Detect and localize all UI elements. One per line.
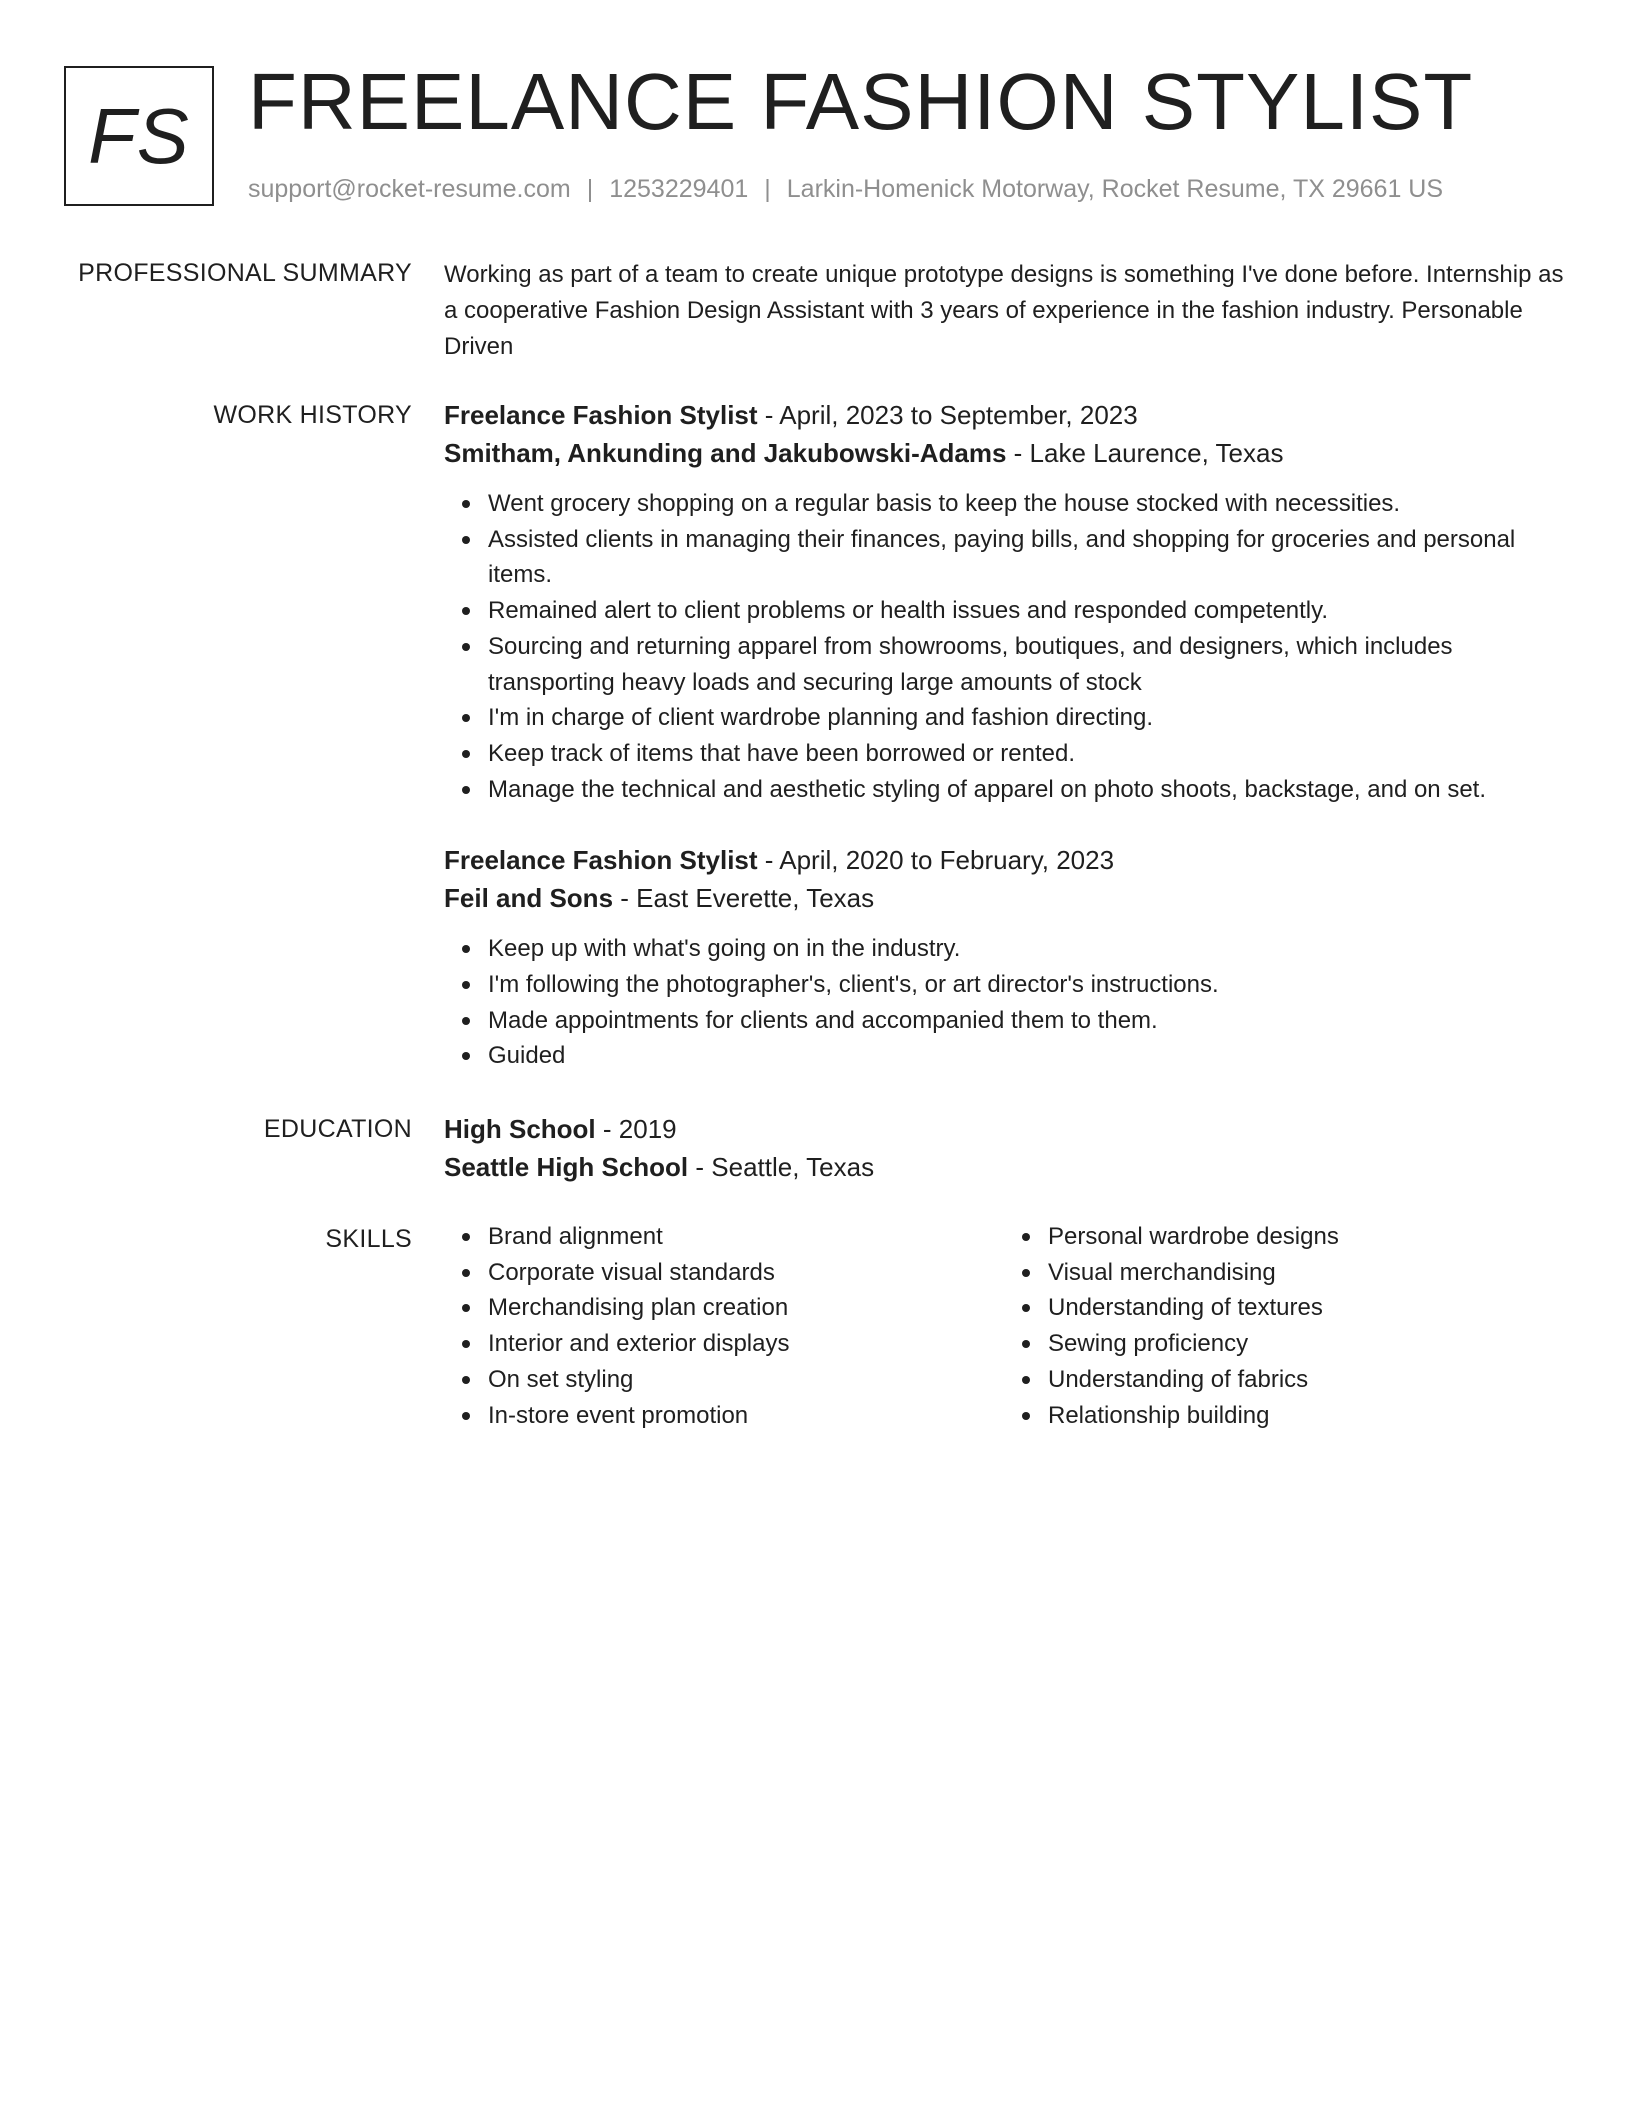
list-item: Keep up with what's going on in the industry. bbox=[488, 931, 1564, 967]
job-location: - Lake Laurence, Texas bbox=[1006, 438, 1284, 468]
job-company: Feil and Sons bbox=[444, 883, 614, 914]
job-location: - East Everette, Texas bbox=[613, 883, 875, 914]
education-school: Seattle High School bbox=[444, 1152, 689, 1182]
contact-phone: 1253229401 bbox=[609, 175, 749, 203]
list-item: Keep track of items that have been borrowed or rented. bbox=[488, 736, 1564, 772]
skill-item: Interior and exterior displays bbox=[488, 1326, 1004, 1362]
job-title: Freelance Fashion Stylist bbox=[444, 845, 758, 876]
job-dates: - April, 2023 to September, 2023 bbox=[757, 400, 1138, 430]
skill-item: Sewing proficiency bbox=[1048, 1326, 1564, 1362]
contact-separator: | bbox=[586, 175, 594, 203]
job-company-line bbox=[444, 434, 1564, 472]
section-label-work: WORK HISTORY bbox=[213, 401, 412, 429]
list-item: Sourcing and returning apparel from showrooms, boutiques, and designers, which includes transporting heavy loads and securing large amounts of stock bbox=[488, 629, 1564, 700]
list-item: Went grocery shopping on a regular basis to keep the house stocked with necessities. bbox=[488, 486, 1564, 522]
job-company: Smitham, Ankunding and Jakubowski-Adams bbox=[444, 438, 1007, 468]
job-bullets bbox=[444, 931, 1564, 1074]
education-year: - 2019 bbox=[595, 1114, 677, 1144]
job-entry bbox=[444, 841, 1564, 1074]
job-company-line bbox=[444, 879, 1564, 917]
summary-text: Working as part of a team to create unique prototype designs is something I've done before. Internship as a cooperative Fashion Design Assistant with 3 years of experience in the fashion industry. Personable Driven bbox=[444, 261, 1564, 360]
skill-item: Understanding of textures bbox=[1048, 1290, 1564, 1326]
skill-item: Visual merchandising bbox=[1048, 1255, 1564, 1291]
contact-separator: | bbox=[764, 175, 771, 203]
job-title: Freelance Fashion Stylist bbox=[444, 400, 758, 430]
skill-item: Brand alignment bbox=[488, 1219, 1004, 1255]
skill-item: Relationship building bbox=[1048, 1398, 1564, 1434]
section-work-history bbox=[444, 396, 1564, 1074]
section-label-skills: SKILLS bbox=[325, 1225, 412, 1253]
list-item: Manage the technical and aesthetic styling of apparel on photo shoots, backstage, and on set. bbox=[488, 772, 1564, 808]
skills-columns bbox=[444, 1219, 1564, 1433]
list-item: I'm following the photographer's, client's, or art director's instructions. bbox=[488, 967, 1564, 1003]
job-entry bbox=[444, 396, 1564, 807]
monogram-logo: FS bbox=[64, 66, 214, 206]
section-label-education: EDUCATION bbox=[263, 1115, 412, 1143]
list-item: I'm in charge of client wardrobe planning and fashion directing. bbox=[488, 700, 1564, 736]
education-location: - Seattle, Texas bbox=[688, 1152, 875, 1182]
skills-list-right bbox=[1004, 1219, 1564, 1433]
education-school-line bbox=[444, 1148, 1564, 1186]
list-item: Guided bbox=[488, 1038, 1564, 1074]
section-summary bbox=[444, 257, 1564, 365]
section-skills bbox=[444, 1219, 1564, 1433]
contact-email: support@rocket-resume.com bbox=[248, 175, 571, 203]
contact-address: Larkin-Homenick Motorway, Rocket Resume, TX 29661 US bbox=[786, 175, 1444, 203]
section-education bbox=[444, 1110, 1564, 1186]
skill-item: On set styling bbox=[488, 1362, 1004, 1398]
list-item: Assisted clients in managing their finances, paying bills, and shopping for groceries and personal items. bbox=[488, 522, 1564, 593]
skills-list-left bbox=[444, 1219, 1004, 1433]
skill-item: Corporate visual standards bbox=[488, 1255, 1004, 1291]
education-degree: High School bbox=[444, 1114, 596, 1144]
contact-line bbox=[248, 172, 1443, 206]
job-title-line bbox=[444, 841, 1564, 879]
skill-item: In-store event promotion bbox=[488, 1398, 1004, 1434]
job-title-line bbox=[444, 396, 1564, 434]
education-degree-line bbox=[444, 1110, 1564, 1148]
list-item: Made appointments for clients and accompanied them to them. bbox=[488, 1003, 1564, 1039]
page-title: FREELANCE FASHION STYLIST bbox=[248, 57, 1474, 146]
job-dates: - April, 2020 to February, 2023 bbox=[757, 845, 1115, 876]
section-label-summary: PROFESSIONAL SUMMARY bbox=[78, 259, 412, 287]
job-bullets bbox=[444, 486, 1564, 807]
skill-item: Personal wardrobe designs bbox=[1048, 1219, 1564, 1255]
skill-item: Merchandising plan creation bbox=[488, 1290, 1004, 1326]
skill-item: Understanding of fabrics bbox=[1048, 1362, 1564, 1398]
list-item: Remained alert to client problems or health issues and responded competently. bbox=[488, 593, 1564, 629]
